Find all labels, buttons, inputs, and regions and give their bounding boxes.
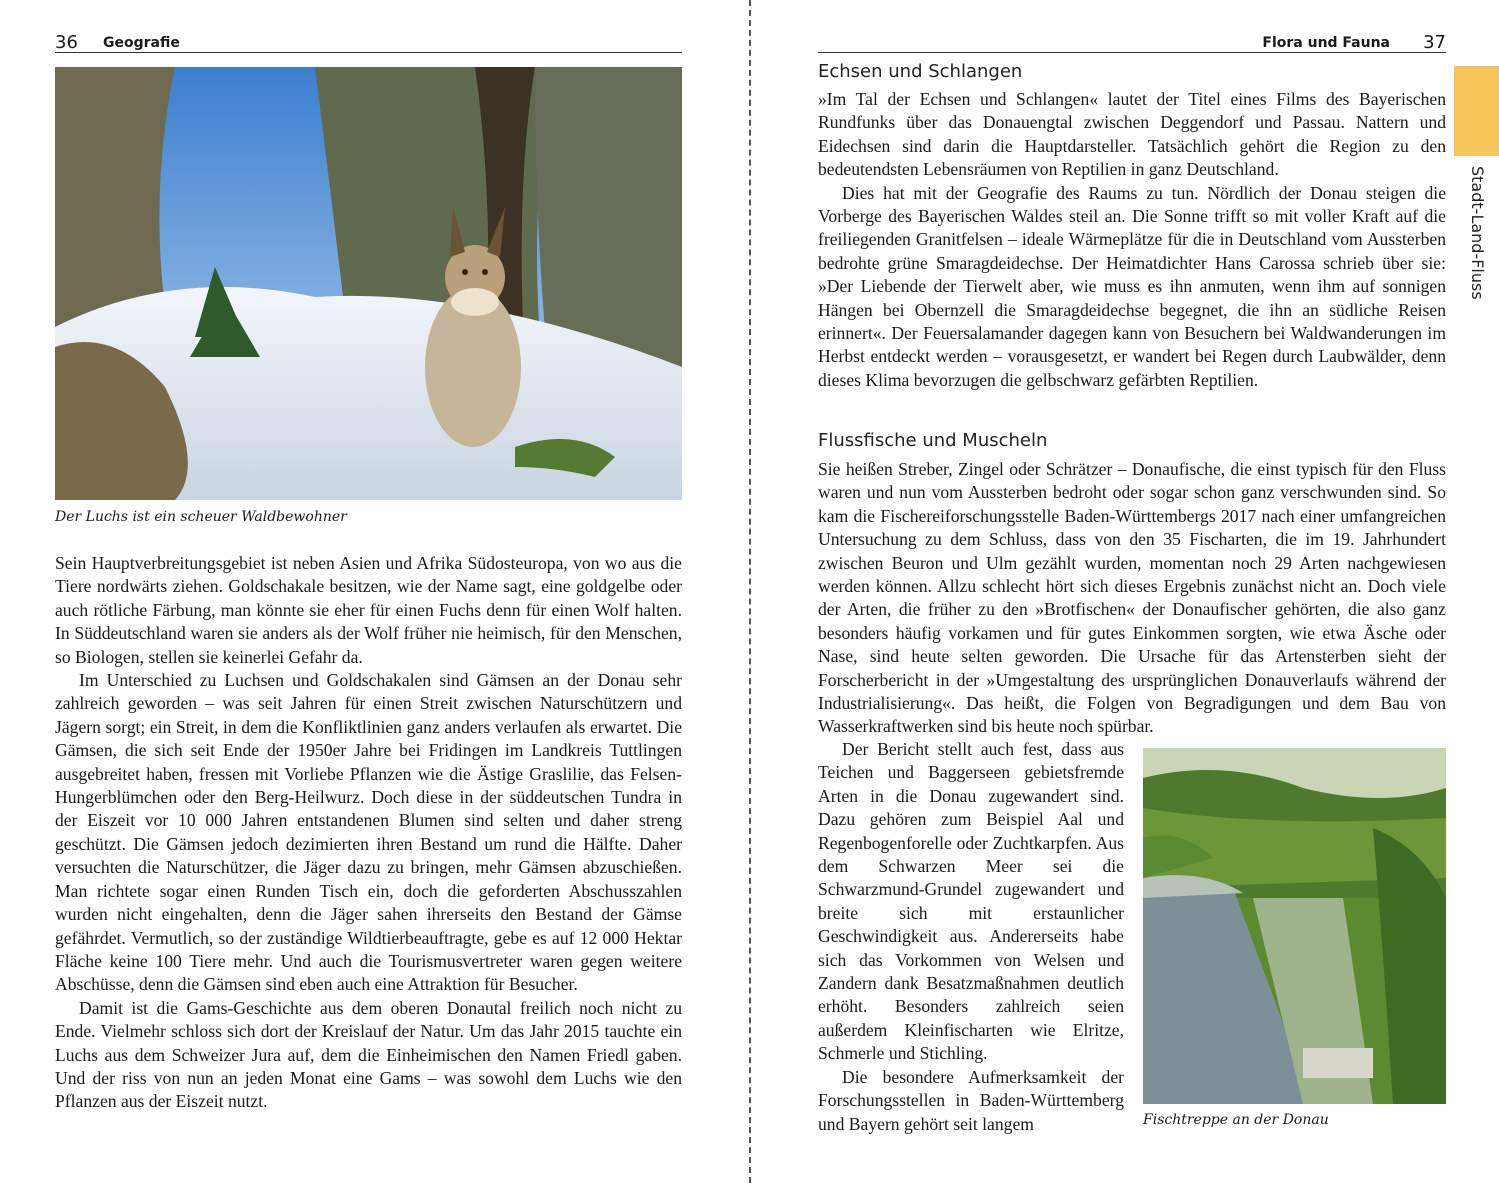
heading-flussfische-und-muscheln: Flussfische und Muscheln [818, 430, 1048, 451]
heading-echsen-und-schlangen: Echsen und Schlangen [818, 61, 1023, 82]
paragraph: Sie heißen Streber, Zingel oder Schrätzer – Donaufische, die einst typisch für den Fluss waren und nun vom Aussterben bedroht oder sogar schon ganz verschwunden sind. So kam die Fischereiforschungsstelle Baden-Württembergs 2017 nach einer umfangreichen Untersuchung zu dem Schluss, dass von den 35 Fischarten, die im 19. Jahrhundert zwischen Beuron und Ulm gezählt wurden, momentan noch 29 Arten nachgewiesen werden können. Allzu schlecht hört sich dieses Ergebnis zunächst nicht an. Doch viele der Arten, die früher zu den »Brotfischen« der Donaufischer gehörten, die also ganz besonders häufig vorkamen und für gutes Einkommen sorgten, wie etwa Äsche oder Nase, sind heute selten geworden. Die Ursache für das Artensterben sieht der Forscherbericht in der »Umgestaltung des ursprünglichen Donauverlaufs während der Industrialisierung«. Das heißt, die Folgen von Begradigungen und dem Bau von Wasserkraftwerken sind bis heute noch spürbar. [818, 459, 1446, 737]
paragraph: Im Unterschied zu Luchsen und Goldschakalen sind Gämsen an der Donau sehr zahlreich geworden – was seit Jahren für einen Streit zwischen Naturschützern und Jägern sorgt; ein Streit, in dem die Konfliktlinien ganz anders verlaufen als erwartet. Die Gämsen, die sich seit Ende der 1950er Jahre bei Fridingen im Landkreis Tuttlingen ausgebreitet haben, fressen mit Vorliebe Pflanzen wie die Ästige Graslilie, das Felsen-Hungerblümchen oder den Berg-Heilwurz. Doch diese in der süddeutschen Tundra in der Eiszeit vor 10 000 Jahren entstandenen Blumen sind selten und daher streng geschützt. Die Gämsen jedoch dezimierten ihren Bestand um rund die Hälfte. Daher versuchten die Naturschützer, die Jäger dazu zu bringen, mehr Gämsen abzuschießen. Man richtete sogar einen Runden Tisch ein, doch die geforderten Abschusszahlen wurden nicht eingehalten, denn die Jäger sahen ihrerseits den Bestand der Gämse gefährdet. Vermutlich, so der zuständige Wildtierbeauftragte, gebe es auf 12 000 Hektar Fläche keine 100 Tiere mehr. Und auch die Tourismusvertreter waren gegen weitere Abschüsse, denn die Gämsen sind eben auch eine Attraktion für Besucher. [55, 670, 682, 995]
lynx-photo [55, 67, 682, 500]
paragraph: »Im Tal der Echsen und Schlangen« lautet der Titel eines Films des Bayerischen Rundfunks über das Donauengtal zwischen Deggendorf und Passau. Nattern und Eidechsen sind darin die Hauptdarsteller. Tatsächlich gehört die Region zu den bedeutendsten Lebensräumen von Reptilien in ganz Deutschland. [818, 89, 1446, 180]
page-number-right: 37 [1423, 32, 1446, 53]
left-page [0, 0, 740, 1183]
lynx-photo-caption: Der Luchs ist ein scheuer Waldbewohner [55, 509, 347, 525]
paragraph: Die besondere Aufmerksamkeit der Forschungsstellen in Baden-Württemberg und Bayern gehört seit langem [818, 1066, 1124, 1134]
section-title-left: Geografie [103, 35, 180, 51]
fish-ladder-caption: Fischtreppe an der Donau [1143, 1112, 1329, 1128]
paragraph: Dies hat mit der Geografie des Raums zu tun. Nördlich der Donau steigen die Vorberge des Bayerischen Waldes steil an. Die Sonne trifft so mit voller Kraft auf die freiliegenden Granitfelsen – ideale Wärmeplätze für die in Deutschland vom Aussterben bedrohte grüne Smaragdeidechse. Der Heimatdichter Hans Carossa schrieb über sie: »Der Liebende der Tierwelt aber, wie muss es ihn anmuten, wenn ihm auf sonnigen Hängen bei Obernzell die Smaragdeidechse begegnet, die ihn an südliche Reisen erinnert«. Der Feuersalamander dagegen kann von Besuchern bei Waldwanderungen im Herbst entdeckt werden – vorausgesetzt, er wandert bei Regen durch Laubwälder, denn dieses Klima bevorzugen die gelbschwarz gefärbten Reptilien. [818, 182, 1446, 390]
section-fish-text [818, 458, 1446, 739]
chapter-side-label: Stadt-Land-Fluss [1468, 166, 1487, 300]
paragraph: Sein Hauptverbreitungsgebiet ist neben Asien und Afrika Südosteuropa, von wo aus die Tiere nordwärts ziehen. Goldschakale besitzen, wie der Name sagt, eine goldgelbe oder auch rötliche Färbung, man könnte sie eher für einen Fuchs denn für einen Wolf halten. In Süddeutschland waren sie anders als der Wolf früher nie heimisch, für den Menschen, so Biologen, stellen sie keinerlei Gefahr da. [55, 553, 682, 667]
left-body-text [55, 552, 682, 1114]
paragraph: Damit ist die Gams-Geschichte aus dem oberen Donautal freilich noch nicht zu Ende. Vielmehr schloss sich dort der Kreislauf der Natur. Um das Jahr 2015 tauchte ein Luchs aus dem Schweizer Jura auf, dem die Einheimischen den Namen Friedl gaben. Und der riss von nun an jeden Monat eine Gams – was sowohl dem Luchs wie den Pflanzen aus der Eiszeit nutzt. [55, 997, 682, 1112]
chapter-thumb-tab [1454, 66, 1499, 156]
section-reptiles-text [818, 88, 1446, 392]
left-running-head [55, 30, 682, 53]
right-running-head [818, 30, 1446, 53]
right-page [760, 0, 1499, 1183]
page-number-left: 36 [55, 32, 78, 53]
page-fold-divider [749, 0, 751, 1183]
fish-ladder-photo [1143, 748, 1446, 1104]
paragraph: Der Bericht stellt auch fest, dass aus Teichen und Baggerseen gebietsfremde Arten in die Donau zugewandert sind. Dazu gehören zum Beispiel Aal und Regenbogenforelle oder Zuchtkarpfen. Aus dem Schwarzen Meer sei die Schwarzmund-Grundel zugewandert und breite sich mit erstaunlicher Geschwindigkeit aus. Andererseits habe sich das Vorkommen von Welsen und Zandern dank Besatzmaßnahmen deutlich erhöht. Besonders zahlreich seien außerdem Kleinfischarten wie Elritze, Schmerle und Stichling. [818, 739, 1124, 1064]
section-fish-text-continued [818, 738, 1124, 1136]
section-title-right: Flora und Fauna [1262, 35, 1390, 51]
